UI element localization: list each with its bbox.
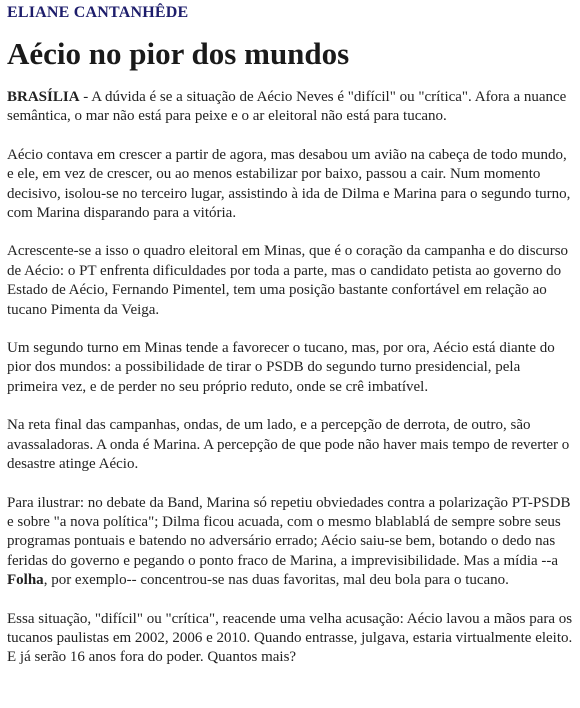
- paragraph-6-text-start: Para ilustrar: no debate da Band, Marina só repetiu obviedades contra a polarização PT-PSDB e sobre "a nova política"; Dilma ficou acuada, com o mesmo blablablá de sempre sobre seus programas pontuais e batendo no adversário errado; Aécio saiu-se bem, botando o dedo nas feridas do governo e pegando o ponto fraco de Marina, a imprevisibilidade. Mas a mídia --a: [7, 494, 571, 569]
- paragraph-1: [7, 88, 573, 127]
- paragraph-1-text: - A dúvida é se a situação de Aécio Neves é "difícil" ou "crítica". Afora a nuance semântica, o mar não está para peixe e o ar eleitoral não está para tucano.: [7, 89, 567, 125]
- article-headline: Aécio no pior dos mundos: [7, 36, 350, 71]
- article-page: [7, 0, 573, 687]
- paragraph-5: Na reta final das campanhas, ondas, de um lado, e a percepção de derrota, de outro, são avassaladoras. A onda é Marina. A percepção de que pode não haver mais tempo de reverter o desastre atinge Aécio.: [7, 417, 570, 473]
- paragraph-6: [7, 494, 573, 591]
- dateline: BRASÍLIA: [7, 89, 80, 105]
- paragraph-6-text-end: , por exemplo-- concentrou-se nas duas favoritas, mal deu bola para o tucano.: [43, 572, 509, 589]
- article-body: [7, 88, 573, 668]
- newspaper-name: Folha: [7, 572, 44, 589]
- paragraph-7: Essa situação, "difícil" ou "crítica", reacende uma velha acusação: Aécio lavou a mãos para os tucanos paulistas em 2002, 2006 e 2010. Quando entrasse, julgava, estaria virtualmente eleito. E já serão 16 anos fora do poder. Quantos mais?: [7, 610, 573, 666]
- paragraph-3: Acrescente-se a isso o quadro eleitoral em Minas, que é o coração da campanha e do discurso de Aécio: o PT enfrenta dificuldades por toda a parte, mas o candidato petista ao governo do Estado de Aécio, Fernando Pimentel, tem uma posição bastante confortável em relação ao tucano Pimenta da Veiga.: [7, 243, 569, 318]
- paragraph-2: Aécio contava em crescer a partir de agora, mas desabou um avião na cabeça de todo mundo, e ele, em vez de crescer, ou ao menos estabilizar por baixo, passou a cair. Num momento decisivo, isolou-se no terceiro lugar, assistindo à ida de Dilma e Marina para o segundo turno, com Marina disparando para a vitória.: [7, 146, 571, 222]
- author-byline: ELIANE CANTANHÊDE: [7, 4, 189, 21]
- paragraph-4: Um segundo turno em Minas tende a favorecer o tucano, mas, por ora, Aécio está diante do pior dos mundos: a possibilidade de tirar o PSDB do segundo turno presidencial, pela primeira vez, e de perder no seu próprio reduto, onde se crê imbatível.: [7, 340, 555, 395]
